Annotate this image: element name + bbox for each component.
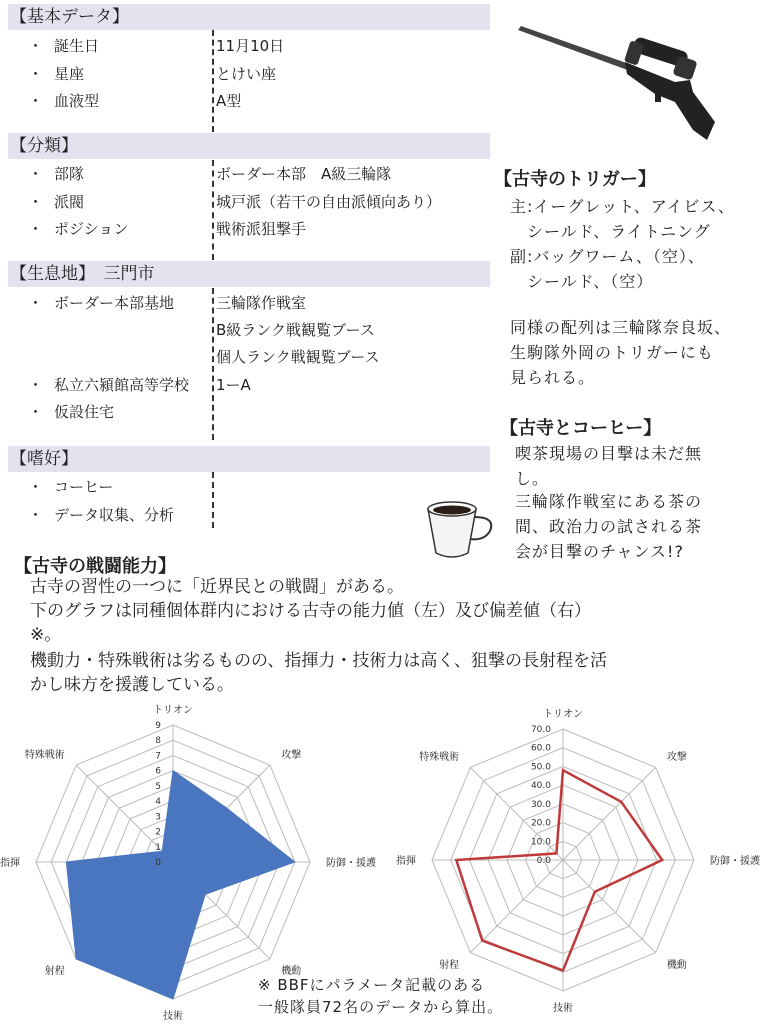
- tick-label: 9: [155, 721, 161, 731]
- bullet: ・: [28, 478, 44, 496]
- section-basic-title: 【基本データ】: [8, 4, 490, 30]
- tick-label: 8: [155, 736, 161, 747]
- category-label: 防御・援護: [710, 856, 760, 867]
- bullet: ・: [28, 403, 44, 421]
- category-label: 特殊戦術: [24, 749, 65, 761]
- basic-value: A型: [216, 92, 242, 110]
- coffee-line: 喫茶現場の目撃は未だ無: [515, 444, 703, 463]
- rifle-icon: [515, 22, 725, 147]
- divider: [212, 30, 214, 132]
- habitat-key: 仮設住宅: [54, 403, 115, 421]
- grid-spoke: [470, 860, 563, 953]
- tick-label: 20.0: [530, 818, 551, 829]
- classify-row: [8, 190, 490, 214]
- tick-label: 6: [155, 766, 161, 777]
- tick-label: 60.0: [530, 743, 551, 754]
- battle-line: 機動力・特殊戦術は劣るものの、指揮力・技術力は高く、狙撃の長射程を活: [30, 651, 607, 671]
- section-hobby-title: 【嗜好】: [8, 446, 490, 472]
- habitat-value: 1ーA: [216, 376, 251, 394]
- classify-value: 戦術派狙撃手: [216, 220, 307, 238]
- coffee-title: 【古寺とコーヒー】: [500, 418, 662, 439]
- tick-label: 50.0: [530, 762, 551, 773]
- bullet: ・: [28, 294, 44, 312]
- category-label: 指揮: [396, 856, 416, 867]
- tick-label: 1: [155, 842, 161, 853]
- coffee-line: 会が目撃のチャンス!?: [515, 542, 684, 561]
- divider: [212, 288, 214, 440]
- habitat-value: 個人ランク戦観覧ブース: [216, 348, 380, 366]
- hobby-row: [8, 503, 490, 527]
- habitat-row: [8, 373, 490, 397]
- bullet: ・: [28, 506, 44, 524]
- category-label: 防御・援護: [326, 858, 376, 869]
- category-label: 技術: [163, 1011, 183, 1022]
- classify-row: [8, 217, 490, 241]
- footnote-line: ※ BBFにパラメータ記載のある: [258, 976, 486, 994]
- habitat-value: B級ランク戦観覧ブース: [216, 321, 375, 339]
- habitat-key: 私立六潁館高等学校: [54, 376, 190, 394]
- basic-row: [8, 34, 490, 58]
- bullet: ・: [28, 37, 44, 55]
- trigger-note: 同様の配列は三輪隊奈良坂、: [510, 318, 732, 337]
- category-label: 機動: [281, 966, 302, 978]
- coffee-line: 間、政治力の試される茶: [515, 517, 703, 536]
- bullet: ・: [28, 92, 44, 110]
- tick-label: 7: [155, 751, 161, 762]
- basic-key: 誕生日: [54, 37, 100, 55]
- category-label: 機動: [666, 959, 687, 971]
- coffee-line: 三輪隊作戦室にある茶の: [515, 492, 703, 511]
- classify-key: 部隊: [54, 165, 85, 183]
- divider: [212, 472, 214, 528]
- tick-label: 2: [155, 827, 161, 838]
- classify-row: [8, 162, 490, 186]
- classify-key: ポジション: [54, 220, 129, 238]
- basic-row: [8, 89, 490, 113]
- category-label: トリオン: [543, 709, 583, 720]
- category-label: 攻撃: [281, 749, 302, 761]
- category-label: 技術: [553, 1003, 573, 1014]
- hobby-key: コーヒー: [54, 478, 114, 496]
- bullet: ・: [28, 65, 44, 83]
- tick-label: 10.0: [530, 837, 551, 848]
- trigger-note: 見られる。: [510, 368, 596, 387]
- basic-row: [8, 62, 490, 86]
- hobby-key: データ収集、分析: [54, 506, 175, 524]
- trigger-line: 副:バッグワーム、（空）、: [510, 247, 705, 266]
- trigger-note: 生駒隊外岡のトリガーにも: [510, 343, 714, 362]
- divider: [212, 160, 214, 260]
- trigger-title: 【古寺のトリガー】: [494, 169, 656, 190]
- category-label: 攻撃: [666, 752, 687, 764]
- tick-label: 70.0: [530, 725, 551, 735]
- habitat-key: ボーダー本部基地: [54, 294, 175, 312]
- category-label: 射程: [44, 966, 65, 978]
- section-classify-title: 【分類】: [8, 133, 490, 159]
- tick-label: 3: [155, 812, 161, 823]
- hobby-row: [8, 475, 490, 499]
- battle-line: 古寺の習性の一つに「近界民との戦闘」がある。: [30, 577, 404, 597]
- battle-line: 下のグラフは同種個体群内における古寺の能力値（左）及び偏差値（右）: [30, 601, 591, 621]
- bullet: ・: [28, 376, 44, 394]
- coffee-cup-icon: [422, 495, 502, 563]
- bullet: ・: [28, 193, 44, 211]
- tick-label: 30.0: [530, 799, 551, 810]
- trigger-line: シールド、（空）: [510, 272, 654, 291]
- category-label: 特殊戦術: [419, 752, 460, 764]
- basic-key: 星座: [54, 65, 85, 83]
- tick-label: 40.0: [530, 781, 551, 792]
- category-label: 指揮: [0, 858, 20, 869]
- habitat-row: [8, 400, 490, 424]
- tick-label: 5: [155, 781, 161, 792]
- grid-spoke: [563, 767, 656, 860]
- battle-line: かし味方を援護している。: [30, 675, 234, 695]
- battle-title: 【古寺の戦闘能力】: [14, 556, 176, 577]
- coffee-line: し。: [515, 469, 550, 488]
- tick-label: 4: [155, 797, 161, 808]
- trigger-line: 主:イーグレット、アイビス、: [510, 197, 735, 216]
- battle-line: ※。: [30, 625, 62, 645]
- tick-label: 0: [155, 858, 161, 868]
- footnote-line: 一般隊員72名のデータから算出。: [258, 998, 504, 1016]
- data-area: [66, 771, 294, 999]
- habitat-row: [8, 291, 490, 315]
- section-habitat-title: 【生息地】 三門市: [8, 261, 490, 287]
- classify-value: 城戸派（若干の自由派傾向あり）: [216, 193, 442, 211]
- habitat-row: [8, 318, 490, 342]
- basic-value: とけい座: [216, 65, 277, 83]
- habitat-row: [8, 345, 490, 369]
- category-label: 射程: [439, 959, 460, 971]
- basic-key: 血液型: [54, 92, 100, 110]
- bullet: ・: [28, 220, 44, 238]
- classify-key: 派閥: [54, 193, 85, 211]
- classify-value: ボーダー本部 A級三輪隊: [216, 165, 392, 183]
- basic-value: 11月10日: [216, 37, 285, 55]
- habitat-value: 三輪隊作戦室: [216, 294, 307, 312]
- tick-label: 0.0: [536, 856, 551, 866]
- trigger-line: シールド、ライトニング: [510, 222, 711, 241]
- bullet: ・: [28, 165, 44, 183]
- category-label: トリオン: [153, 705, 193, 716]
